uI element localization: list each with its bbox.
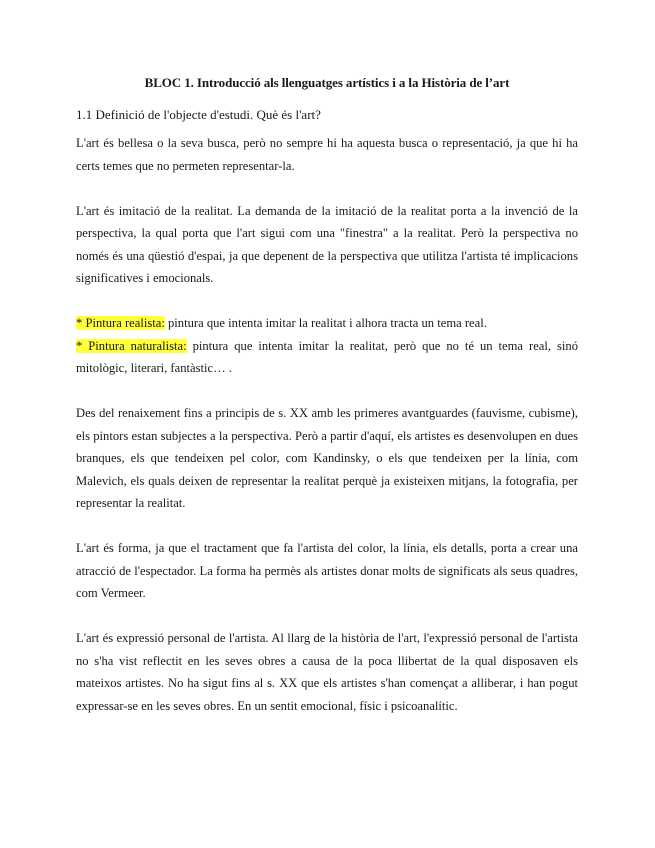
paragraph-spacer	[76, 290, 578, 313]
paragraph-imitation: L'art és imitació de la realitat. La demanda de la imitació de la realitat porta a la invenció de la perspectiva, la qual porta que l'art sigui com una "finestra" a la realitat. Però la perspectiva no només és una qüestió d'espai, ja que depenent de la perspectiva que utilitza l'artista té implicacions significatives i emocionals.	[76, 203, 578, 285]
definition-term-highlight: * Pintura realista:	[76, 316, 165, 330]
definition-term-highlight: * Pintura naturalista:	[76, 338, 187, 353]
document-body	[76, 72, 578, 717]
definition-text: pintura que intenta imitar la realitat, però que no té un tema real, sinó mitològic, literari, fantàstic… .	[76, 338, 578, 375]
paragraph-spacer	[76, 605, 578, 628]
definition-realist	[76, 312, 578, 335]
paragraph-renaissance: Des del renaixement fins a principis de s. XX amb les primeres avantguardes (fauvisme, cubisme), els pintors estan subjectes a la perspectiva. Però a partir d'aquí, els artistes es desenvolupen en dues branques, els que tendeixen pel color, com Kandinsky, o els que tendeixen per la línia, com Malevich, els quals deixen de representar la realitat perquè ja existeixen mitjans, la fotografia, per representar la realitat.	[76, 406, 578, 510]
paragraph-form: L'art és forma, ja que el tractament que fa l'artista del color, la línia, els detalls, porta a crear una atracció de l'espectador. La forma ha permès als artistes donar molts de significats als seus quadres, com Vermeer.	[76, 541, 578, 600]
definition-text: pintura que intenta imitar la realitat i alhora tracta un tema real.	[164, 316, 487, 330]
paragraph-spacer	[76, 380, 578, 403]
paragraph-spacer	[76, 515, 578, 538]
paragraph-beauty: L'art és bellesa o la seva busca, però no sempre hi ha aquesta busca o representació, ja que hi ha certs temes que no permeten representar-la.	[76, 136, 578, 173]
section-heading: 1.1 Definició de l'objecte d'estudi. Què és l'art?	[76, 107, 321, 122]
paragraph-expression: L'art és expressió personal de l'artista. Al llarg de la història de l'art, l'expressió personal de l'artista no s'ha vist reflectit en les seves obres a causa de la poca llibertat de la qual disposaven els mateixos artistes. No ha sigut fins al s. XX que els artistes s'han començat a alliberar, i han pogut expressar-se en les seves obres. En un sentit emocional, físic i psicoanalític.	[76, 631, 578, 713]
definition-naturalist	[76, 335, 578, 380]
document-title: BLOC 1. Introducció als llenguatges artístics i a la Història de l’art	[144, 75, 510, 90]
paragraph-spacer	[76, 177, 578, 200]
